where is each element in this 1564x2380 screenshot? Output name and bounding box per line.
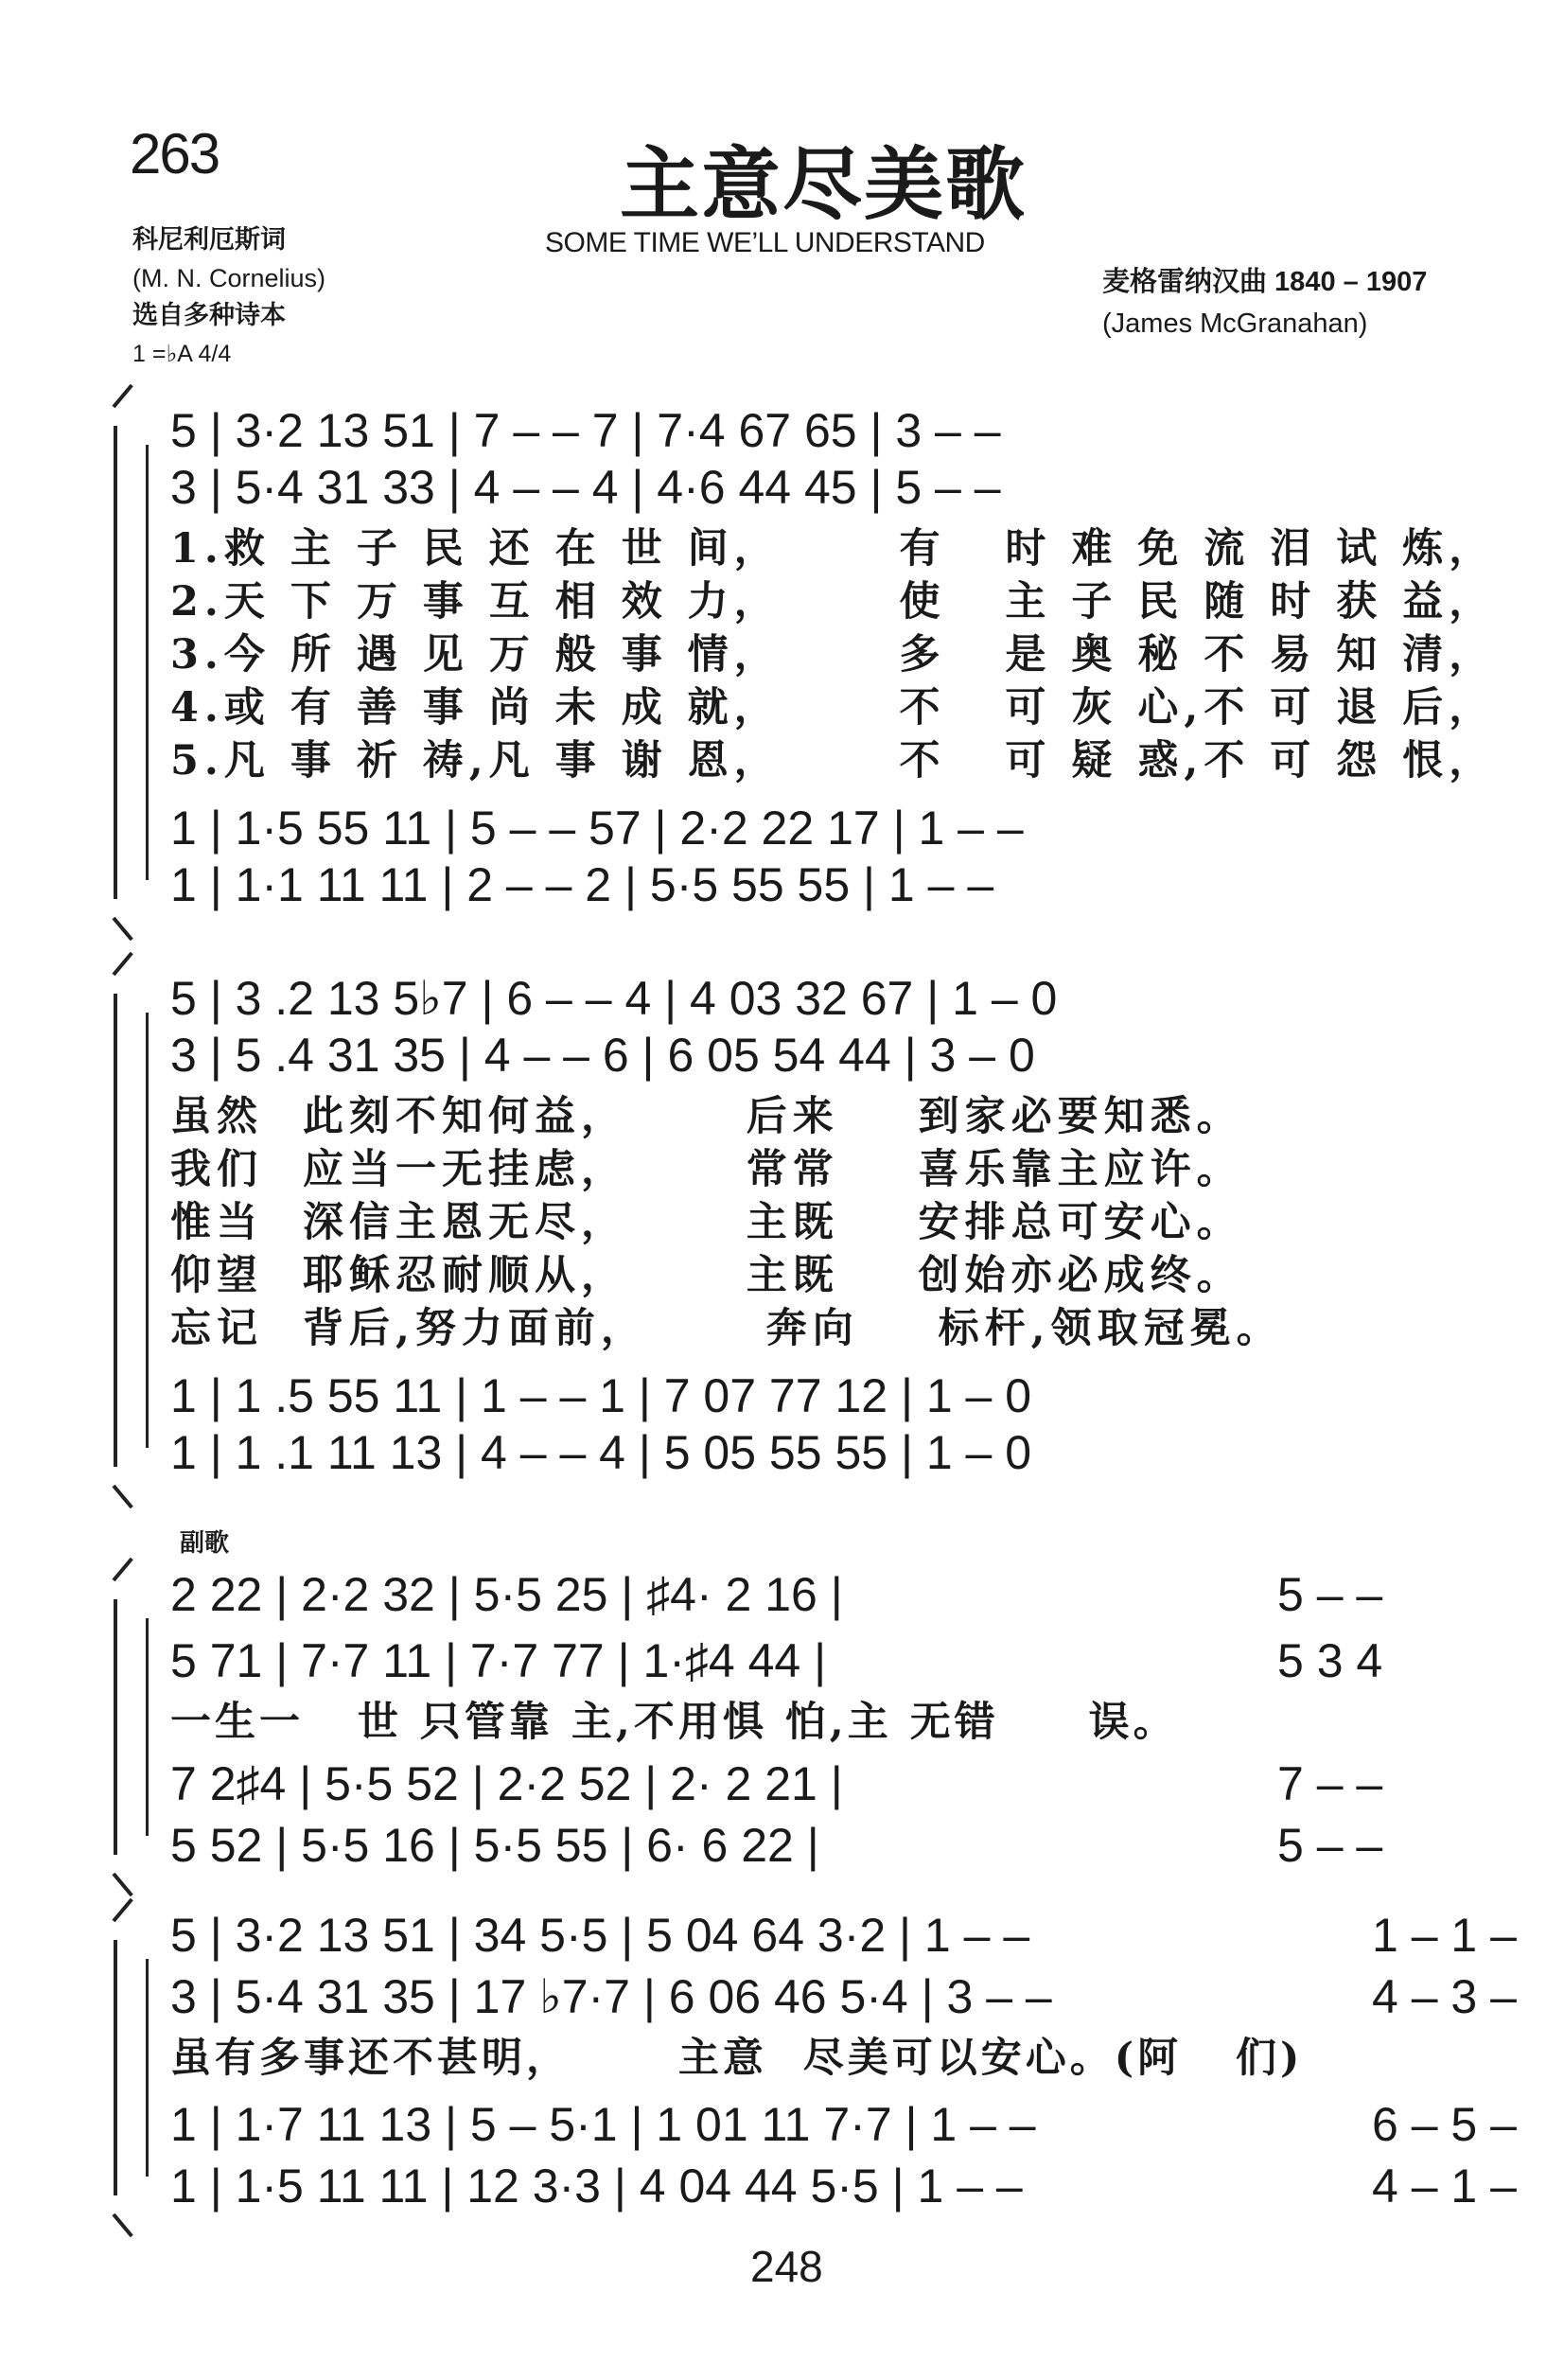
composer-cn: 麦格雷纳汉曲 1840 – 1907 <box>1102 267 1428 297</box>
bass-line: 1 | 1 .1 11 13 | 4 – – 4 | 5 05 55 55 | 1 – 0 <box>170 1426 1032 1479</box>
bass-amen: 4 – 1 – <box>1372 2160 1517 2213</box>
alto-line: 5 71 | 7·7 11 | 7·7 77 | 1·♯4 44 | <box>170 1634 827 1687</box>
tenor-line: 1 | 1 .5 55 11 | 1 – – 1 | 7 07 77 12 | 1 – 0 <box>170 1369 1032 1422</box>
brace <box>114 1940 144 2195</box>
bass-line: 1 | 1·1 11 11 | 2 – – 2 | 5·5 55 55 | 1 – – <box>170 858 994 911</box>
brace <box>114 994 144 1467</box>
tenor-line: 7 2♯4 | 5·5 52 | 2·2 52 | 2· 2 21 | <box>170 1757 843 1810</box>
system-4 <box>114 1902 1517 2214</box>
alto-end: 5 3 4 <box>1277 1634 1383 1687</box>
soprano-end: 5 – – <box>1277 1568 1383 1621</box>
lyric-verse-4: 4.或 有 善 事 尚 未 成 就， 不 可 灰 心,不 可 退 后， <box>170 684 1496 732</box>
alto-amen: 4 – 3 – <box>1372 1970 1517 2023</box>
lyric-refrain: 虽有多事还不甚明， 主意 尽美可以安心。(阿 们) <box>170 2035 1304 2082</box>
tenor-amen: 6 – 5 – <box>1372 2098 1517 2151</box>
credits-right <box>1102 261 1427 344</box>
brace-inner <box>146 1618 149 1836</box>
key-time-signature: 1 =♭A 4/4 <box>132 341 232 367</box>
lyric-verse-1: 1.救 主 子 民 还 在 世 间， 有 时 难 免 流 泪 试 炼， <box>170 525 1496 573</box>
tenor-line: 1 | 1·5 55 11 | 5 – – 57 | 2·2 22 17 | 1 – – <box>170 802 1024 855</box>
lyric-verse-1: 虽然 此刻不知何益， 后来 到家必要知悉。 <box>170 1093 1243 1140</box>
source: 选自多种诗本 <box>132 301 286 330</box>
bass-end: 5 – – <box>1277 1819 1383 1872</box>
lyric-verse-2: 2.天 下 万 事 互 相 效 力， 使 主 子 民 随 时 获 益， <box>170 578 1496 626</box>
title-english: SOME TIME WE’LL UNDERSTAND <box>545 227 985 258</box>
soprano-line: 5 | 3·2 13 51 | 7 – – 7 | 7·4 67 65 | 3 – – <box>170 404 1001 457</box>
alto-line: 3 | 5·4 31 35 | 17 ♭7·7 | 6 06 46 5·4 | 3 – – <box>170 1970 1052 2023</box>
lyric-verse-3: 3.今 所 遇 见 万 般 事 情， 多 是 奥 秘 不 易 知 清， <box>170 631 1496 679</box>
tenor-line: 1 | 1·7 11 13 | 5 – 5·1 | 1 01 11 7·7 | 1 – – <box>170 2098 1036 2151</box>
lyric-verse-5: 5.凡 事 祈 祷,凡 事 谢 恩， 不 可 疑 惑,不 可 怨 恨， <box>170 737 1496 785</box>
lyricist-en: (M. N. Cornelius) <box>132 264 326 292</box>
lyricist-cn: 科尼利厄斯词 <box>132 225 286 255</box>
lyric-verse-2: 我们 应当一无挂虑， 常常 喜乐靠主应许。 <box>170 1146 1243 1193</box>
lyric-chorus: 一生一 世 只管靠 主,不用惧 怕,主 无错 误。 <box>170 1699 1178 1746</box>
system-1 <box>114 388 1496 927</box>
soprano-amen: 1 – 1 – <box>1372 1909 1517 1962</box>
soprano-line: 5 | 3·2 13 51 | 34 5·5 | 5 04 64 3·2 | 1 – – <box>170 1909 1030 1962</box>
lyric-verse-3: 惟当 深信主恩无尽， 主既 安排总可安心。 <box>170 1199 1243 1246</box>
brace-inner <box>146 1013 149 1448</box>
lyric-verse-4: 仰望 耶稣忍耐顺从， 主既 创始亦必成终。 <box>170 1252 1243 1299</box>
brace <box>114 426 144 899</box>
brace-inner <box>146 1959 149 2177</box>
soprano-line: 2 22 | 2·2 32 | 5·5 25 | ♯4· 2 16 | <box>170 1568 843 1621</box>
system-3-chorus <box>114 1561 1476 1874</box>
soprano-line: 5 | 3 .2 13 5♭7 | 6 – – 4 | 4 03 32 67 | 1 – 0 <box>170 972 1058 1025</box>
alto-line: 3 | 5 .4 31 35 | 4 – – 6 | 6 05 54 44 | 3 – 0 <box>170 1029 1035 1082</box>
bass-line: 5 52 | 5·5 16 | 5·5 55 | 6· 6 22 | <box>170 1819 819 1872</box>
system-2 <box>114 956 1476 1495</box>
title-chinese: 主意尽美歌 <box>620 137 1028 231</box>
hymn-number: 263 <box>130 122 220 185</box>
lyric-verse-5: 忘记 背后,努力面前， 奔向 标杆,领取冠冕。 <box>170 1305 1283 1352</box>
chorus-label: 副歌 <box>180 1528 230 1557</box>
alto-line: 3 | 5·4 31 33 | 4 – – 4 | 4·6 44 45 | 5 – – <box>170 461 1001 514</box>
brace <box>114 1599 144 1855</box>
tenor-end: 7 – – <box>1277 1757 1383 1810</box>
page-number: 248 <box>750 2242 823 2291</box>
composer-en: (James McGranahan) <box>1102 309 1368 339</box>
brace-inner <box>146 445 149 880</box>
bass-line: 1 | 1·5 11 11 | 12 3·3 | 4 04 44 5·5 | 1 – – <box>170 2160 1023 2213</box>
credits-left <box>132 221 325 373</box>
